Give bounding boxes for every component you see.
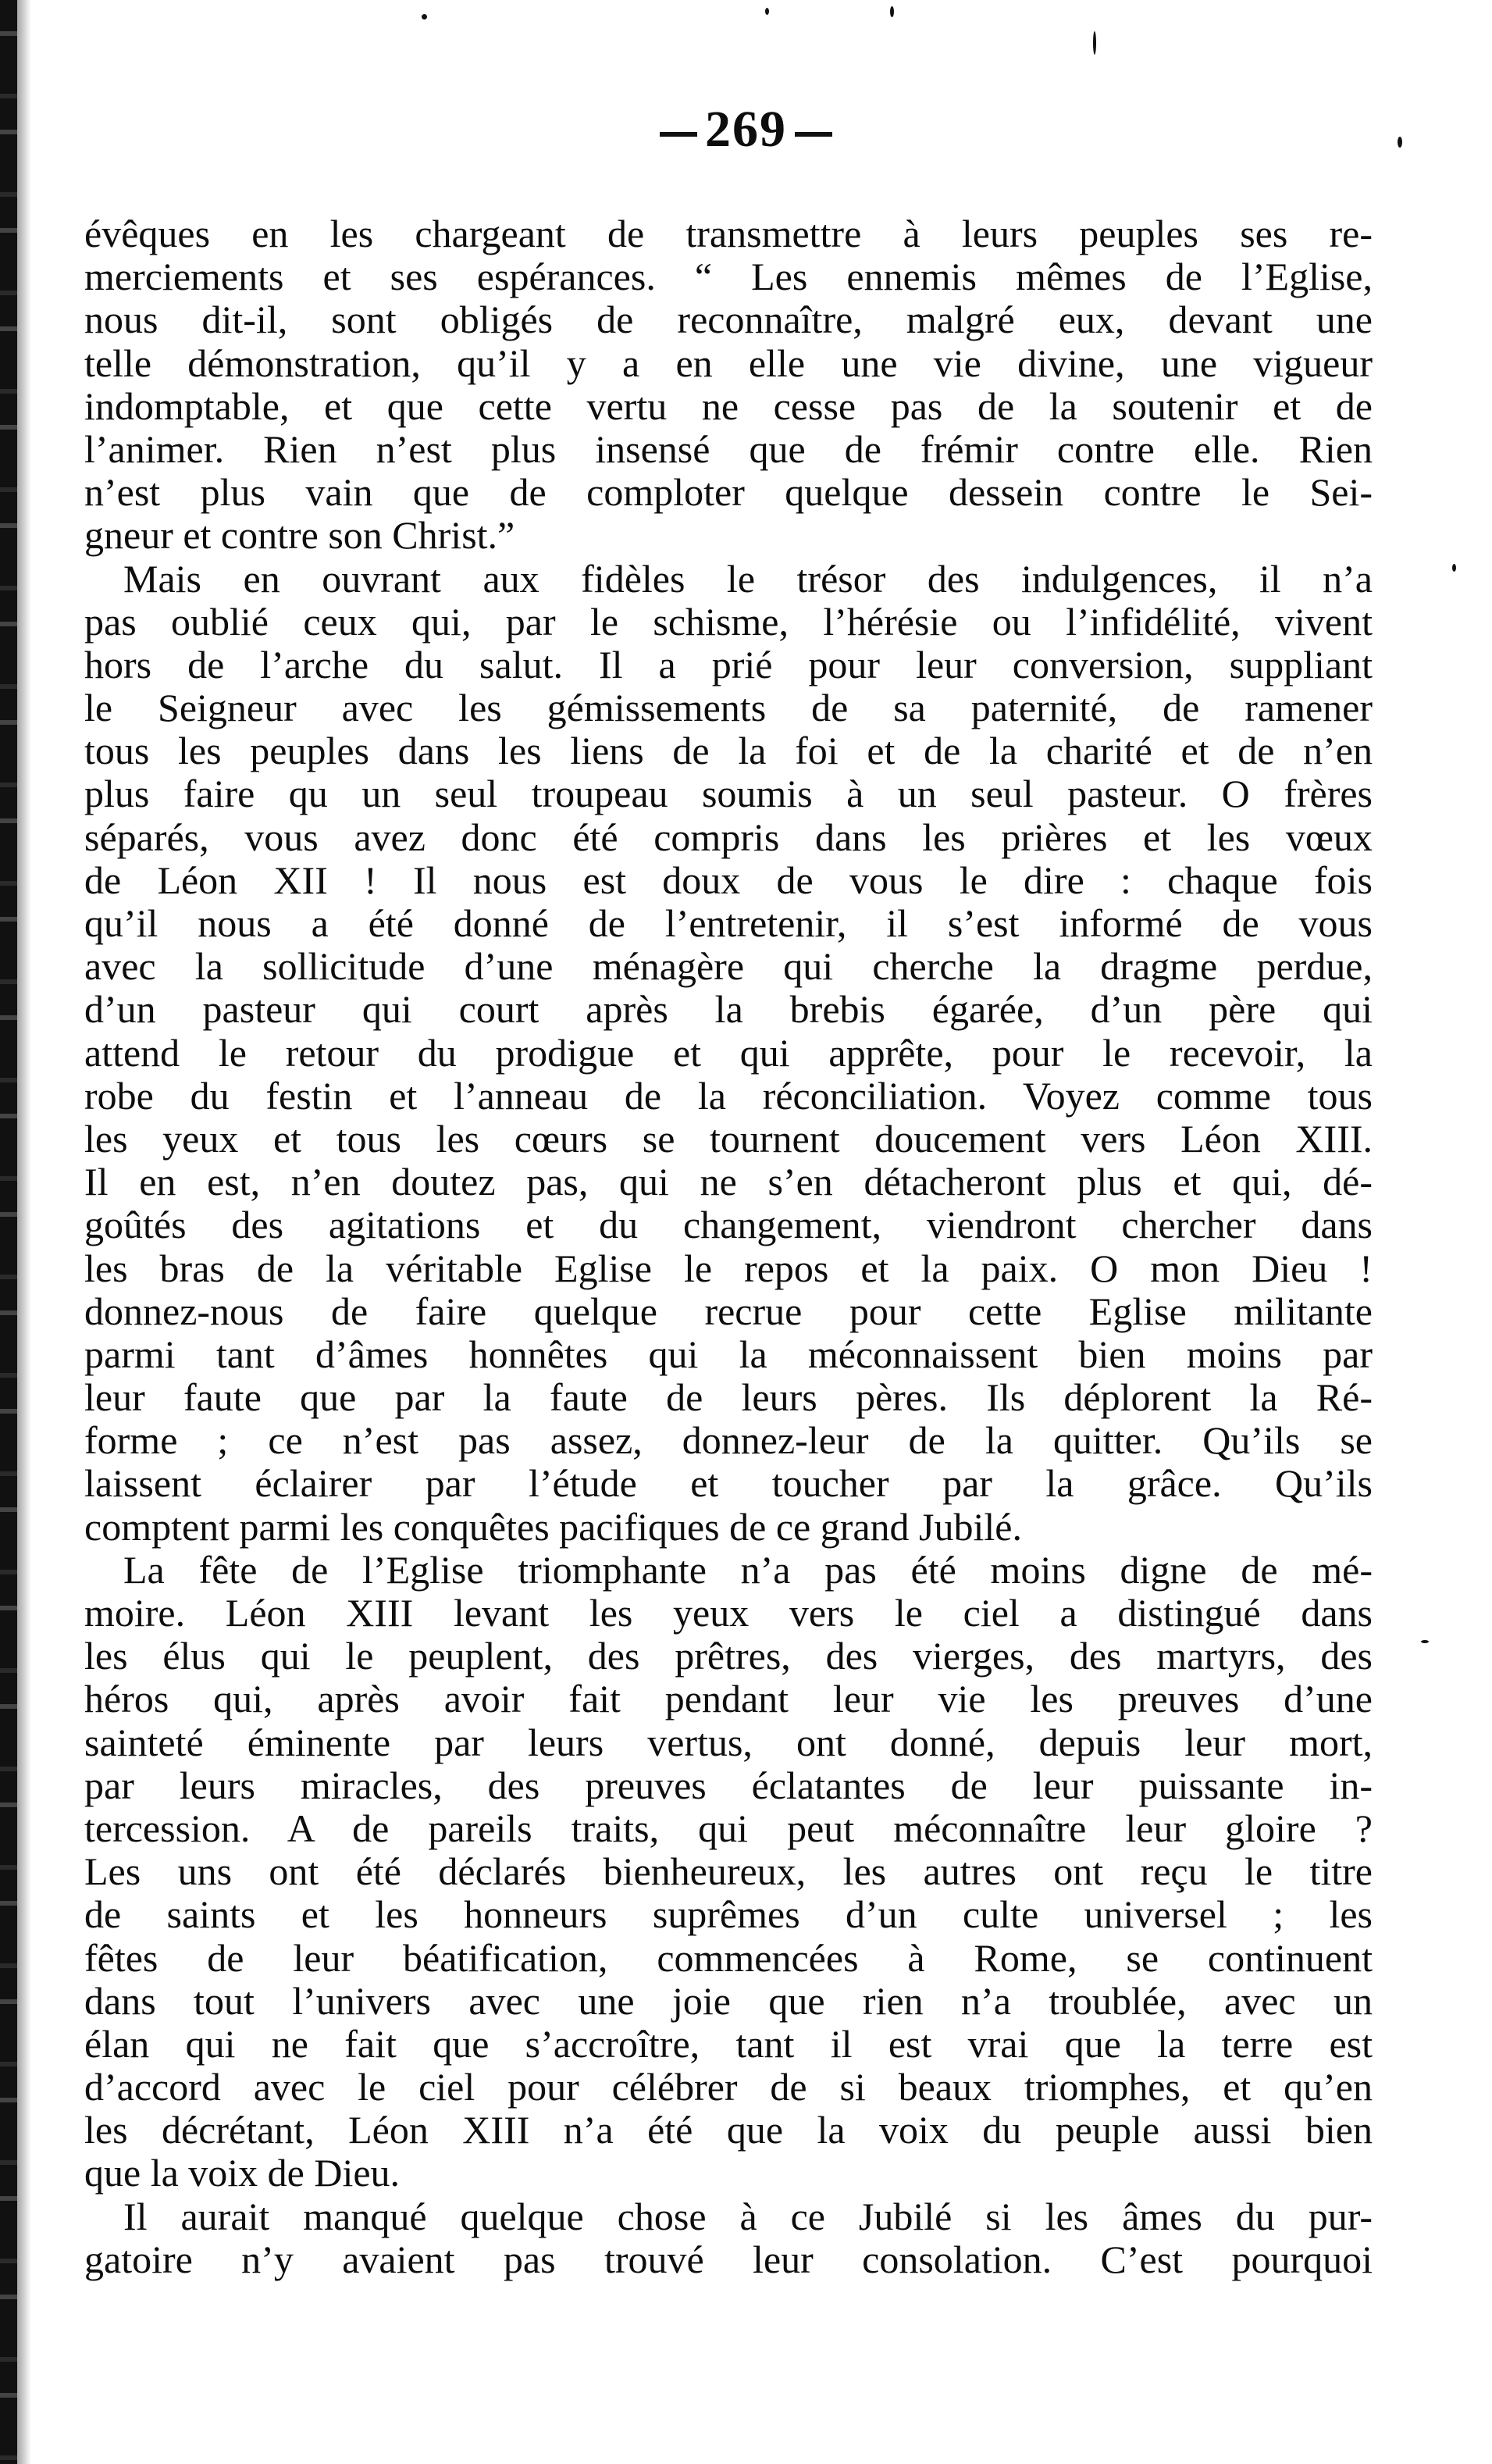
text-line: indomptable, et que cette vertu ne cesse pas de la soutenir et de [84,383,1373,428]
text-line: par leurs miracles, des preuves éclatantes de leur puissante in- [84,1763,1373,1807]
text-line: laissent éclairer par l’étude et toucher par la grâce. Qu’ils [84,1461,1373,1506]
text-line: de saints et les honneurs suprêmes d’un culte universel ; les [84,1892,1373,1937]
page-number-value: 269 [705,101,787,158]
text-line: les décrétant, Léon XIII n’a été que la voix du peuple aussi bien [84,2108,1373,2152]
text-line: les yeux et tous les cœurs se tournent doucement vers Léon XIII. [84,1116,1373,1161]
text-line: donnez-nous de faire quelque recrue pour cette Eglise militante [84,1289,1373,1333]
text-line: forme ; ce n’est pas assez, donnez-leur de la quitter. Qu’ils se [84,1418,1373,1463]
text-line: de Léon XII ! Il nous est doux de vous le dire : chaque fois [84,858,1373,902]
text-line: l’animer. Rien n’est plus insensé que de frémir contre elle. Rien [84,426,1373,471]
text-line: n’est plus vain que de comploter quelque dessein contre le Sei- [84,470,1373,515]
text-line: moire. Léon XIII levant les yeux vers le ciel a distingué dans [84,1591,1373,1635]
text-line: tercession. A de pareils traits, qui peut méconnaître leur gloire ? [84,1806,1373,1850]
text-line: les élus qui le peuplent, des prêtres, des vierges, des martyrs, des [84,1634,1373,1678]
text-line: telle démonstration, qu’il y a en elle une vie divine, une vigueur [84,341,1373,385]
text-line: Il en est, n’en doutez pas, qui ne s’en détacheront plus et qui, dé- [84,1160,1373,1204]
text-line: goûtés des agitations et du changement, viendront chercher dans [84,1203,1373,1247]
text-line: avec la sollicitude d’une ménagère qui cherche la dragme perdue, [84,944,1373,989]
text-line: les bras de la véritable Eglise le repos et la paix. O mon Dieu ! [84,1246,1373,1290]
text-line: gatoire n’y avaient pas trouvé leur consolation. C’est pourquoi [84,2237,1373,2281]
binding-shadow [17,0,31,2464]
text-line: tous les peuples dans les liens de la foi et de la charité et de n’en [84,729,1373,773]
scan-speck [1093,31,1096,55]
text-line: robe du festin et l’anneau de la réconciliation. Voyez comme tous [84,1073,1373,1118]
text-line: d’accord avec le ciel pour célébrer de si beaux triomphes, et qu’en [84,2065,1373,2109]
text-line: hors de l’arche du salut. Il a prié pour leur conversion, suppliant [84,642,1373,686]
text-line: évêques en les chargeant de transmettre à leurs peuples ses re- [84,212,1373,255]
text-line: comptent parmi les conquêtes pacifiques de ce grand Jubilé. [84,1504,1022,1549]
text-line: pas oublié ceux qui, par le schisme, l’hérésie ou l’infidélité, vivent [84,599,1373,644]
scan-speck [422,14,427,20]
text-line: dans tout l’univers avec une joie que rien n’a troublée, avec un [84,1978,1373,2023]
text-line: plus faire qu un seul troupeau soumis à un seul pasteur. O frères [84,772,1373,816]
scan-speck [765,8,769,15]
page-number [0,100,1492,159]
text-line: Mais en ouvrant aux fidèles le trésor des indulgences, il n’a [123,556,1373,601]
page-number-dash [795,132,832,137]
text-line: merciements et ses espérances. “ Les ennemis mêmes de l’Eglise, [84,255,1373,299]
text-line: fêtes de leur béatification, commencées à Rome, se continuent [84,1935,1373,1980]
text-line: élan qui ne fait que s’accroître, tant il est vrai que la terre est [84,2021,1373,2066]
text-line: sainteté éminente par leurs vertus, ont donné, depuis leur mort, [84,1720,1373,1764]
text-line: gneur et contre son Christ.” [84,513,515,558]
text-line: attend le retour du prodigue et qui apprête, pour le recevoir, la [84,1030,1373,1075]
text-line: d’un pasteur qui court après la brebis égarée, d’un père qui [84,987,1373,1032]
text-line: Les uns ont été déclarés bienheureux, les autres ont reçu le titre [84,1849,1373,1894]
book-binding-edge [0,0,17,2464]
scan-speck [890,6,894,17]
text-line: La fête de l’Eglise triomphante n’a pas été moins digne de mé- [123,1547,1373,1592]
text-line: parmi tant d’âmes honnêtes qui la méconnaissent bien moins par [84,1332,1373,1376]
text-line: leur faute que par la faute de leurs pères. Ils déplorent la Ré- [84,1375,1373,1420]
text-line: héros qui, après avoir fait pendant leur vie les preuves d’une [84,1677,1373,1721]
text-line: Il aurait manqué quelque chose à ce Jubilé si les âmes du pur- [123,2194,1373,2238]
body-text [84,212,1373,2281]
page-number-dash [660,132,697,137]
text-line: nous dit-il, sont obligés de reconnaître, malgré eux, devant une [84,298,1373,342]
text-line: séparés, vous avez donc été compris dans les prières et les vœux [84,815,1373,859]
scan-speck [1421,1640,1429,1643]
scan-speck [1452,564,1456,572]
text-line: que la voix de Dieu. [84,2151,401,2195]
text-line: le Seigneur avec les gémissements de sa paternité, de ramener [84,686,1373,730]
text-line: qu’il nous a été donné de l’entretenir, il s’est informé de vous [84,901,1373,945]
